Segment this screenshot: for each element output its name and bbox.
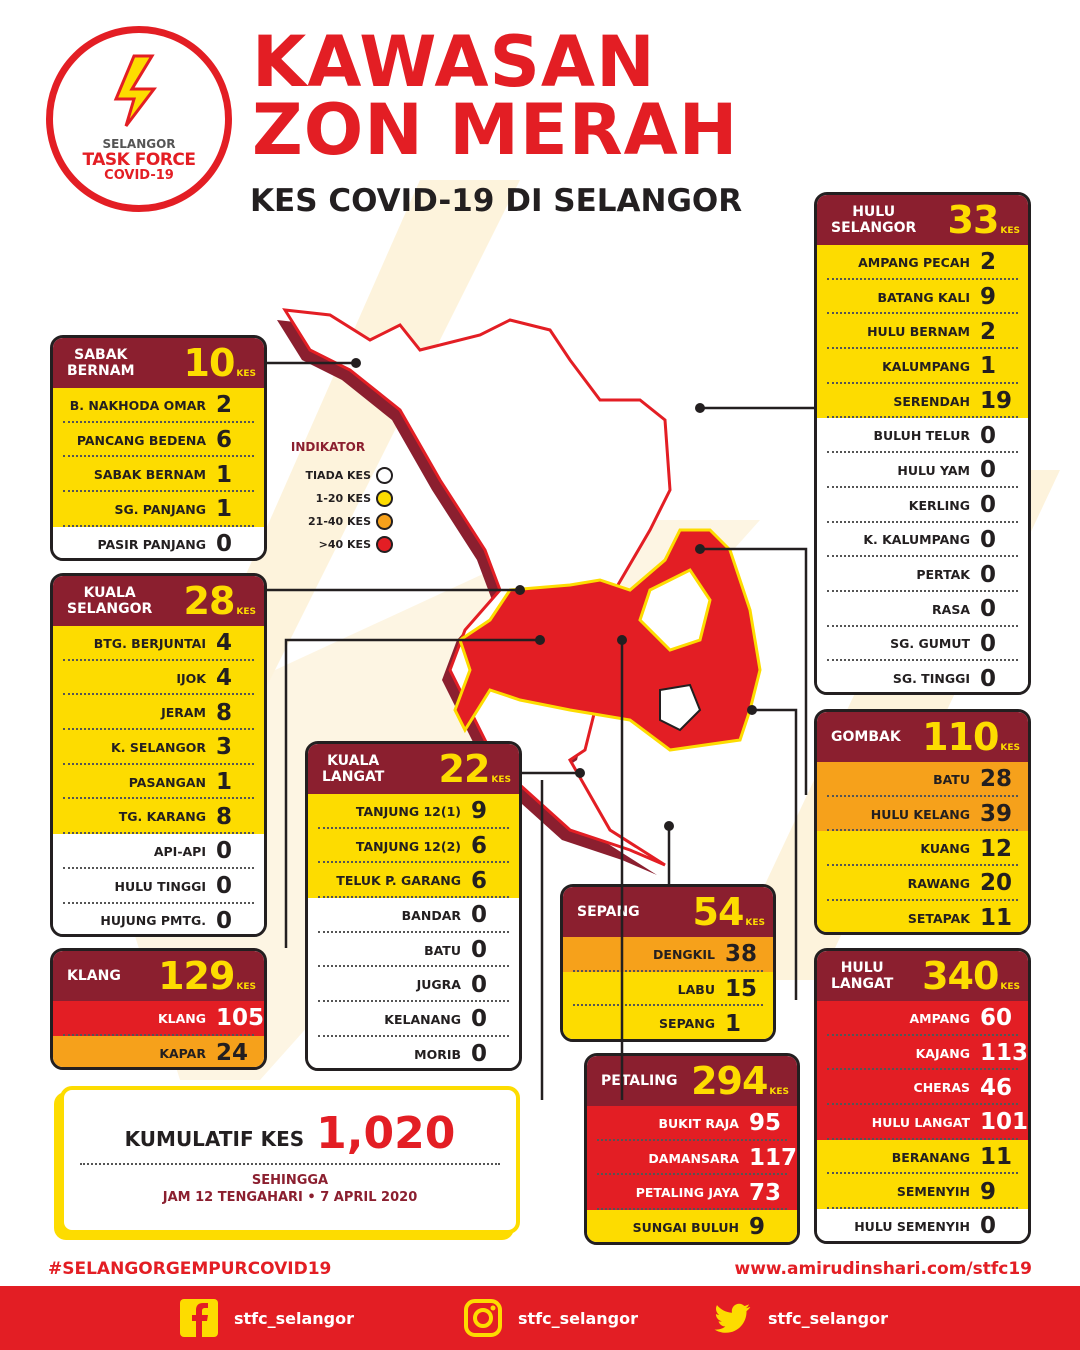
- kes-label: KES: [769, 1087, 789, 1097]
- area-name: TANJUNG 12(2): [355, 838, 461, 854]
- area-cases: 95: [749, 1110, 782, 1137]
- area-cases: 0: [980, 630, 997, 657]
- district-name: [831, 960, 893, 992]
- area-row: [53, 869, 264, 904]
- area-name: BULUH TELUR: [873, 428, 970, 444]
- area-cases: 24: [216, 1040, 249, 1067]
- area-row: [817, 453, 1028, 488]
- district-header: [817, 712, 1028, 762]
- kes-label: KES: [1000, 743, 1020, 753]
- area-row: [53, 661, 264, 696]
- area-name: DAMANSARA: [648, 1150, 739, 1166]
- area-cases: 0: [471, 902, 488, 929]
- area-cases: 0: [216, 531, 233, 558]
- area-row: [53, 388, 264, 423]
- area-name: RAWANG: [907, 875, 970, 891]
- area-row: [53, 527, 264, 561]
- area-cases: 0: [980, 526, 997, 553]
- area-name: SUNGAI BULUH: [632, 1219, 739, 1235]
- area-row: [53, 423, 264, 458]
- area-name: MORIB: [414, 1046, 461, 1062]
- website-link[interactable]: www.amirudinshari.com/stfc19: [734, 1259, 1032, 1279]
- area-cases: 0: [216, 873, 233, 900]
- area-name: HULU BERNAM: [867, 324, 970, 340]
- area-name: KERLING: [908, 497, 970, 513]
- area-cases: 0: [216, 838, 233, 865]
- area-name: BERANANG: [891, 1149, 970, 1165]
- area-row: [817, 280, 1028, 315]
- legend-dot: [376, 536, 393, 553]
- area-row: [563, 1006, 773, 1041]
- area-row: [817, 1174, 1028, 1209]
- area-name: SEMENYIH: [896, 1184, 970, 1200]
- area-row: [817, 245, 1028, 280]
- area-name: BANDAR: [401, 907, 461, 923]
- kes-label: KES: [1000, 226, 1020, 236]
- area-name: SERENDAH: [893, 393, 970, 409]
- area-name: SETAPAK: [907, 910, 970, 926]
- area-cases: 11: [980, 1144, 1013, 1171]
- area-name: PETALING JAYA: [635, 1185, 739, 1201]
- area-name: SABAK BERNAM: [93, 467, 206, 483]
- district-total: [922, 717, 1020, 757]
- legend-item: [283, 533, 393, 556]
- area-cases: 4: [216, 630, 233, 657]
- map-legend: [283, 440, 393, 556]
- area-name: BATU: [424, 942, 461, 958]
- area-cases: 9: [749, 1214, 766, 1241]
- area-row: [817, 1036, 1028, 1071]
- logo-line3: COVID-19: [104, 168, 174, 183]
- district-total-value: 22: [438, 747, 490, 791]
- district-name-line: PETALING: [601, 1073, 678, 1089]
- logo-line1: SELANGOR: [102, 137, 176, 151]
- area-row: [817, 1070, 1028, 1105]
- kes-label: KES: [236, 607, 256, 617]
- kes-label: KES: [236, 369, 256, 379]
- area-cases: 0: [471, 1041, 488, 1068]
- area-cases: 1: [216, 769, 233, 796]
- district-name-line: LANGAT: [831, 976, 894, 992]
- district-total: [693, 892, 766, 932]
- area-name: SG. GUMUT: [890, 636, 970, 652]
- page-title: [252, 21, 739, 171]
- area-row: [53, 1001, 264, 1036]
- area-cases: 8: [216, 803, 233, 830]
- area-name: BATANG KALI: [877, 289, 970, 305]
- district-total-value: 54: [692, 890, 744, 934]
- instagram-handle: stfc_selangor: [518, 1308, 638, 1328]
- area-row: [817, 592, 1028, 627]
- district-total-value: 110: [922, 715, 999, 759]
- area-row: [817, 418, 1028, 453]
- area-cases: 39: [980, 801, 1013, 828]
- area-name: TANJUNG 12(1): [355, 803, 461, 819]
- area-cases: 3: [216, 734, 233, 761]
- area-cases: 4: [216, 665, 233, 692]
- legend-dot: [376, 467, 393, 484]
- cumulative-date: JAM 12 TENGAHARI • 7 APRIL 2020: [162, 1190, 418, 1205]
- area-row: [308, 898, 519, 933]
- area-name: AMPANG PECAH: [858, 254, 970, 270]
- area-cases: 2: [980, 318, 997, 345]
- area-cases: 12: [980, 835, 1013, 862]
- district-total: [158, 956, 256, 996]
- area-name: KALUMPANG: [882, 358, 970, 374]
- area-cases: 46: [980, 1074, 1013, 1101]
- district-name-line: SEPANG: [577, 904, 640, 920]
- legend-label: >40 KES: [318, 538, 371, 551]
- district-kuala-selangor: [50, 573, 267, 937]
- area-name: AMPANG: [909, 1010, 970, 1026]
- district-name-line: SABAK: [74, 347, 128, 363]
- area-name: SG. TINGGI: [892, 671, 970, 687]
- area-row: [53, 626, 264, 661]
- twitter-link[interactable]: [714, 1299, 888, 1337]
- area-name: JERAM: [161, 705, 206, 721]
- area-row: [817, 866, 1028, 901]
- area-row: [817, 1001, 1028, 1036]
- social-footer: [0, 1286, 1080, 1350]
- district-petaling: [584, 1053, 800, 1245]
- logo-line2: TASK FORCE: [82, 150, 196, 170]
- legend-label: 1-20 KES: [315, 492, 371, 505]
- area-row: [587, 1210, 797, 1245]
- cumulative-as-of: SEHINGGA: [251, 1173, 329, 1188]
- area-name: JUGRA: [416, 977, 461, 993]
- area-name: KAPAR: [159, 1045, 206, 1061]
- area-row: [53, 695, 264, 730]
- district-sepang: [560, 884, 776, 1042]
- area-cases: 9: [980, 1178, 997, 1205]
- district-total-value: 10: [183, 341, 235, 385]
- instagram-icon: [464, 1299, 502, 1337]
- district-name-line: GOMBAK: [831, 729, 901, 745]
- facebook-icon: [180, 1299, 218, 1337]
- area-row: [53, 904, 264, 938]
- legend-item: [283, 464, 393, 487]
- area-name: TELUK P. GARANG: [336, 873, 461, 889]
- area-name: BTG. BERJUNTAI: [93, 635, 206, 651]
- area-cases: 1: [216, 461, 233, 488]
- district-total: [948, 200, 1021, 240]
- area-row: [817, 349, 1028, 384]
- district-name-line: KLANG: [67, 968, 121, 984]
- district-gombak: [814, 709, 1031, 935]
- district-header: [308, 744, 519, 794]
- area-name: HULU TINGGI: [114, 878, 206, 894]
- area-name: CHERAS: [913, 1080, 970, 1096]
- area-cases: 15: [725, 976, 758, 1003]
- title-line2: ZON MERAH: [252, 89, 739, 171]
- district-total: [184, 581, 257, 621]
- area-cases: 6: [216, 427, 233, 454]
- area-name: HULU KELANG: [870, 806, 970, 822]
- area-row: [53, 492, 264, 527]
- area-name: PASIR PANJANG: [97, 536, 206, 552]
- area-row: [817, 627, 1028, 662]
- district-name: [831, 729, 901, 745]
- area-cases: 117: [749, 1145, 798, 1172]
- lightning-logo-icon: [104, 51, 174, 131]
- area-cases: 0: [216, 907, 233, 934]
- area-cases: 9: [471, 798, 488, 825]
- area-name: PERTAK: [916, 567, 970, 583]
- area-cases: 105: [216, 1005, 265, 1032]
- legend-item: [283, 487, 393, 510]
- district-total: [184, 343, 257, 383]
- area-cases: 1: [725, 1010, 742, 1037]
- task-force-logo: [46, 26, 232, 212]
- area-row: [587, 1106, 797, 1141]
- district-total: [922, 956, 1020, 996]
- district-name-line: LANGAT: [322, 769, 385, 785]
- facebook-link[interactable]: [180, 1299, 354, 1337]
- area-row: [308, 933, 519, 968]
- page-subtitle: KES COVID-19 DI SELANGOR: [250, 183, 743, 219]
- area-name: DENGKIL: [653, 946, 715, 962]
- district-total: [691, 1061, 789, 1101]
- legend-label: 21-40 KES: [308, 515, 371, 528]
- district-name: [67, 585, 152, 617]
- area-cases: 0: [980, 561, 997, 588]
- area-name: K. KALUMPANG: [863, 532, 970, 548]
- district-header: [587, 1056, 797, 1106]
- area-cases: 9: [980, 284, 997, 311]
- area-row: [308, 794, 519, 829]
- kes-label: KES: [236, 982, 256, 992]
- title-line1: KAWASAN: [252, 21, 656, 103]
- area-row: [563, 937, 773, 972]
- area-name: HUJUNG PMTG.: [100, 913, 206, 929]
- area-name: B. NAKHODA OMAR: [69, 397, 206, 413]
- cumulative-label: KUMULATIF KES: [124, 1127, 305, 1151]
- kes-label: KES: [745, 918, 765, 928]
- area-cases: 0: [980, 492, 997, 519]
- area-cases: 0: [980, 665, 997, 692]
- area-row: [308, 863, 519, 898]
- area-row: [53, 1036, 264, 1070]
- area-cases: 1: [980, 353, 997, 380]
- area-cases: 0: [471, 1006, 488, 1033]
- district-hulu-langat: [814, 948, 1031, 1244]
- area-cases: 0: [980, 422, 997, 449]
- legend-dot: [376, 513, 393, 530]
- district-header: [53, 338, 264, 388]
- district-name-line: SELANGOR: [67, 601, 153, 617]
- area-cases: 0: [471, 971, 488, 998]
- area-row: [308, 1002, 519, 1037]
- area-name: API-API: [153, 843, 206, 859]
- area-row: [308, 967, 519, 1002]
- area-row: [817, 384, 1028, 419]
- area-cases: 2: [216, 392, 233, 419]
- district-total-value: 340: [922, 954, 999, 998]
- area-cases: 0: [471, 937, 488, 964]
- legend-item: [283, 510, 393, 533]
- district-total-value: 129: [158, 954, 235, 998]
- legend-label: TIADA KES: [305, 469, 371, 482]
- district-hulu-selangor: [814, 192, 1031, 695]
- area-cases: 1: [216, 496, 233, 523]
- district-total-value: 28: [183, 579, 235, 623]
- area-row: [53, 799, 264, 834]
- area-row: [817, 488, 1028, 523]
- district-header: [53, 576, 264, 626]
- area-row: [817, 901, 1028, 935]
- area-cases: 0: [980, 1213, 997, 1240]
- area-name: RASA: [932, 601, 970, 617]
- district-total: [439, 749, 512, 789]
- legend-dot: [376, 490, 393, 507]
- area-cases: 101: [980, 1109, 1029, 1136]
- area-cases: 113: [980, 1040, 1029, 1067]
- area-row: [587, 1175, 797, 1210]
- legend-title: INDIKATOR: [290, 440, 366, 454]
- area-row: [817, 1140, 1028, 1175]
- area-name: HULU YAM: [897, 462, 970, 478]
- hashtag: #SELANGORGEMPURCOVID19: [48, 1259, 332, 1279]
- district-sabak-bernam: [50, 335, 267, 561]
- area-row: [53, 834, 264, 869]
- area-name: HULU SEMENYIH: [854, 1218, 970, 1234]
- area-name: KLANG: [157, 1010, 206, 1026]
- area-cases: 2: [980, 249, 997, 276]
- area-cases: 0: [980, 596, 997, 623]
- area-row: [308, 829, 519, 864]
- area-cases: 6: [471, 867, 488, 894]
- district-name: [322, 753, 384, 785]
- area-cases: 38: [725, 941, 758, 968]
- twitter-icon: [714, 1299, 752, 1337]
- district-name-line: KUALA: [83, 585, 136, 601]
- cumulative-cases-box: [60, 1086, 520, 1234]
- area-row: [817, 831, 1028, 866]
- area-row: [817, 762, 1028, 797]
- area-row: [53, 730, 264, 765]
- area-name: HULU LANGAT: [871, 1114, 970, 1130]
- area-row: [587, 1141, 797, 1176]
- area-row: [308, 1037, 519, 1071]
- cumulative-value: 1,020: [316, 1108, 456, 1159]
- area-cases: 8: [216, 699, 233, 726]
- area-cases: 60: [980, 1005, 1013, 1032]
- facebook-handle: stfc_selangor: [234, 1308, 354, 1328]
- area-row: [817, 797, 1028, 832]
- kes-label: KES: [1000, 982, 1020, 992]
- area-name: PANCANG BEDENA: [76, 432, 206, 448]
- area-name: PASANGAN: [128, 774, 206, 790]
- area-cases: 19: [980, 388, 1013, 415]
- area-row: [563, 972, 773, 1007]
- district-name-line: HULU: [852, 204, 896, 220]
- area-name: K. SELANGOR: [111, 739, 206, 755]
- area-cases: 20: [980, 870, 1013, 897]
- district-name-line: HULU: [840, 960, 884, 976]
- district-total-value: 33: [947, 198, 999, 242]
- district-kuala-langat: [305, 741, 522, 1071]
- district-header: [817, 951, 1028, 1001]
- area-row: [817, 557, 1028, 592]
- area-cases: 0: [980, 457, 997, 484]
- area-name: SG. PANJANG: [114, 501, 206, 517]
- district-name-line: BERNAM: [67, 363, 135, 379]
- area-name: SEPANG: [659, 1016, 715, 1032]
- district-name-line: KUALA: [327, 753, 380, 769]
- area-row: [53, 765, 264, 800]
- area-name: TG. KARANG: [118, 809, 206, 825]
- area-name: KAJANG: [915, 1045, 970, 1061]
- area-cases: 11: [980, 905, 1013, 932]
- district-name-line: SELANGOR: [831, 220, 917, 236]
- district-name: [831, 204, 916, 236]
- area-row: [817, 523, 1028, 558]
- area-row: [817, 1209, 1028, 1244]
- district-klang: [50, 948, 267, 1070]
- area-row: [817, 314, 1028, 349]
- district-header: [563, 887, 773, 937]
- area-name: KELANANG: [384, 1011, 461, 1027]
- district-header: [817, 195, 1028, 245]
- district-name: [577, 904, 640, 920]
- district-header: [53, 951, 264, 1001]
- district-name: [67, 968, 121, 984]
- area-name: BATU: [933, 771, 970, 787]
- area-cases: 6: [471, 833, 488, 860]
- twitter-handle: stfc_selangor: [768, 1308, 888, 1328]
- area-row: [53, 457, 264, 492]
- area-name: KUANG: [920, 841, 970, 857]
- district-total-value: 294: [691, 1059, 768, 1103]
- district-name: [67, 347, 135, 379]
- area-name: LABU: [677, 981, 715, 997]
- kes-label: KES: [491, 775, 511, 785]
- area-cases: 28: [980, 766, 1013, 793]
- area-row: [817, 1105, 1028, 1140]
- district-name: [601, 1073, 677, 1089]
- divider: [80, 1163, 500, 1165]
- area-cases: 73: [749, 1179, 782, 1206]
- area-row: [817, 661, 1028, 695]
- area-name: BUKIT RAJA: [658, 1115, 739, 1131]
- area-name: IJOK: [176, 670, 206, 686]
- instagram-link[interactable]: [464, 1299, 638, 1337]
